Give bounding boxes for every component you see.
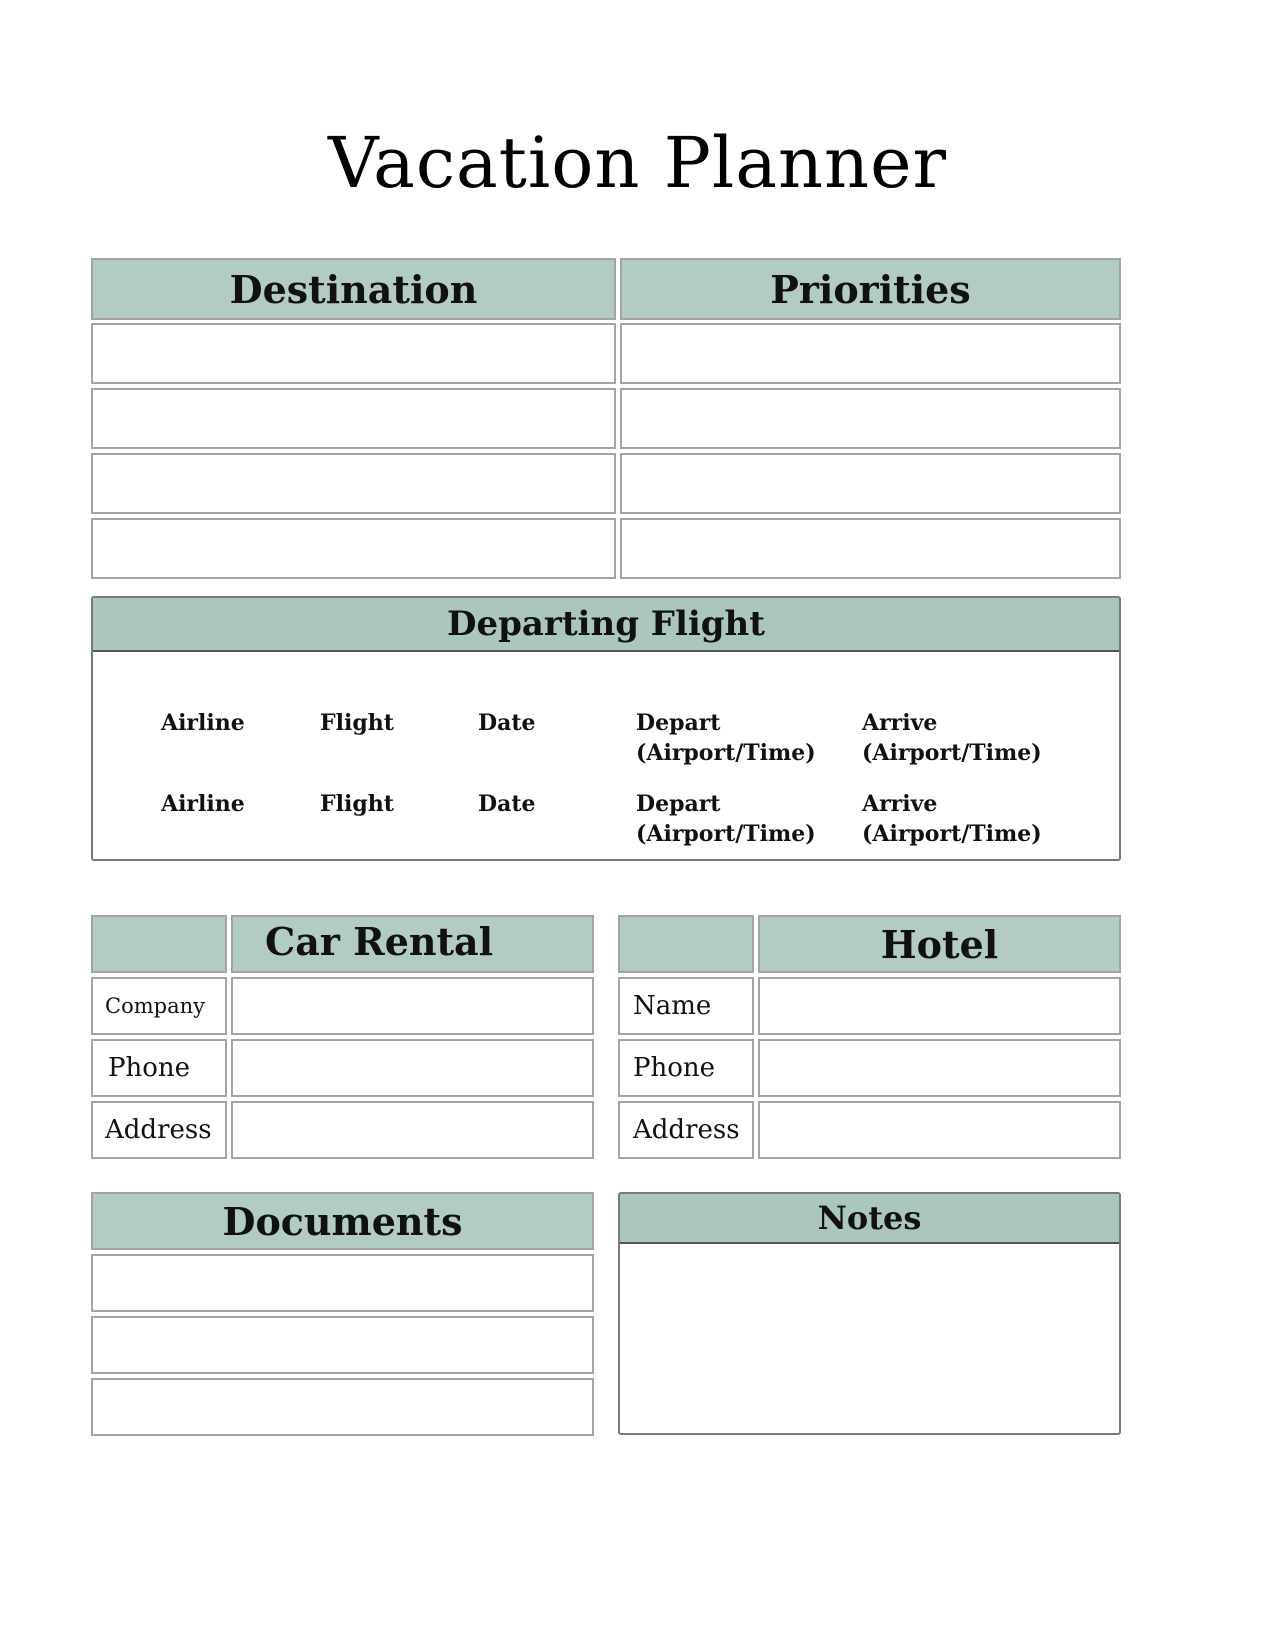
departing-flight-header: Departing Flight [93, 598, 1119, 652]
priorities-row-3[interactable] [620, 453, 1121, 514]
documents-row-2[interactable] [91, 1316, 594, 1374]
flight-depart-line-2: (Airport/Time) [636, 821, 816, 847]
flight-number-label-1: Flight [320, 710, 394, 736]
notes-panel[interactable] [618, 1192, 1121, 1435]
documents-header: Documents [91, 1192, 594, 1250]
flight-number-label-2: Flight [320, 791, 394, 817]
car-rental-header: Car Rental [231, 915, 594, 973]
flight-depart-line-1: Depart [636, 710, 721, 736]
flight-depart-label-2 [636, 789, 816, 849]
hotel-header: Hotel [758, 915, 1121, 973]
car-rental-header-blank [91, 915, 227, 973]
priorities-row-1[interactable] [620, 323, 1121, 384]
flight-arrive-line-1: Arrive [862, 791, 938, 817]
hotel-phone-label: Phone [618, 1039, 754, 1097]
documents-row-1[interactable] [91, 1254, 594, 1312]
flight-arrive-line-1: Arrive [862, 710, 938, 736]
car-rental-phone-label: Phone [91, 1039, 227, 1097]
destination-row-1[interactable] [91, 323, 616, 384]
destination-row-3[interactable] [91, 453, 616, 514]
flight-arrive-line-2: (Airport/Time) [862, 821, 1042, 847]
documents-row-3[interactable] [91, 1378, 594, 1436]
hotel-name-label: Name [618, 977, 754, 1035]
car-rental-address-label: Address [91, 1101, 227, 1159]
flight-arrive-line-2: (Airport/Time) [862, 740, 1042, 766]
car-rental-company-field[interactable] [231, 977, 594, 1035]
car-rental-company-label: Company [91, 977, 227, 1035]
priorities-row-4[interactable] [620, 518, 1121, 579]
flight-date-label-1: Date [478, 710, 536, 736]
destination-header: Destination [91, 258, 616, 320]
priorities-row-2[interactable] [620, 388, 1121, 449]
flight-depart-label-1 [636, 708, 816, 768]
hotel-header-blank [618, 915, 754, 973]
notes-header: Notes [620, 1194, 1119, 1244]
car-rental-address-field[interactable] [231, 1101, 594, 1159]
flight-date-label-2: Date [478, 791, 536, 817]
car-rental-phone-field[interactable] [231, 1039, 594, 1097]
destination-row-2[interactable] [91, 388, 616, 449]
destination-row-4[interactable] [91, 518, 616, 579]
hotel-name-field[interactable] [758, 977, 1121, 1035]
flight-depart-line-2: (Airport/Time) [636, 740, 816, 766]
hotel-address-field[interactable] [758, 1101, 1121, 1159]
flight-airline-label-2: Airline [161, 791, 245, 817]
hotel-address-label: Address [618, 1101, 754, 1159]
priorities-header: Priorities [620, 258, 1121, 320]
flight-airline-label-1: Airline [161, 710, 245, 736]
page-title: Vacation Planner [327, 122, 948, 204]
hotel-phone-field[interactable] [758, 1039, 1121, 1097]
flight-depart-line-1: Depart [636, 791, 721, 817]
flight-arrive-label-1 [862, 708, 1042, 768]
flight-arrive-label-2 [862, 789, 1042, 849]
departing-flight-panel [91, 596, 1121, 861]
